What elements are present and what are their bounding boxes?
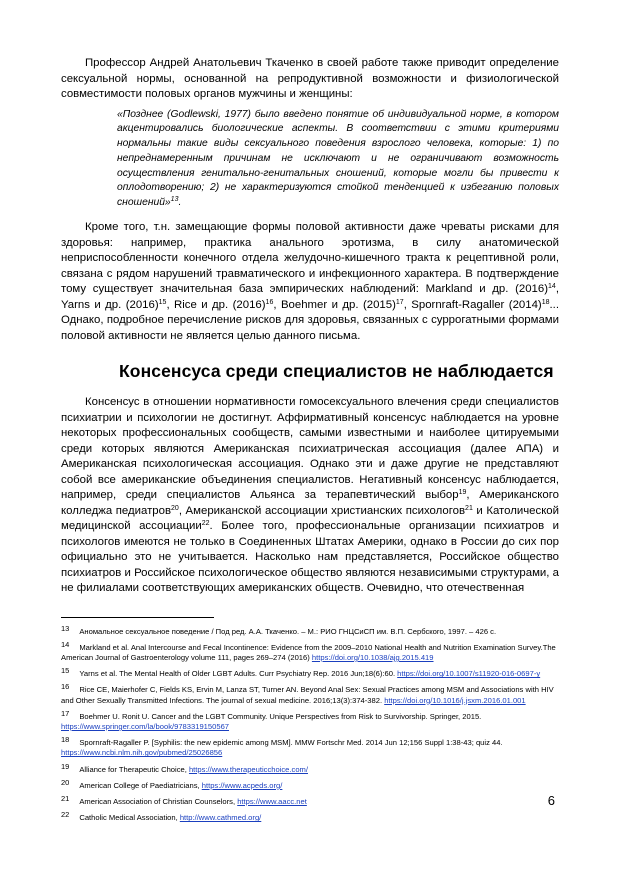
footnote-number: 20	[61, 777, 70, 787]
footnote-link[interactable]: https://www.acpeds.org/	[201, 780, 283, 790]
footnote-number: 17	[61, 708, 70, 718]
footnote-number: 15	[61, 666, 70, 676]
text-run: , Rice и др. (2016)	[166, 298, 266, 311]
footnote-link[interactable]: http://www.cathmed.org/	[179, 813, 262, 823]
footnote-text: Аномальное сексуальное поведение / Под ред. А.А. Ткаченко. – М.: РИО ГНЦСиСП им. В.П. Сербского, 1997. – 426 с.	[79, 626, 497, 636]
footnote-ref-21[interactable]: 21	[465, 504, 473, 512]
footnote-ref-15[interactable]: 15	[158, 298, 167, 306]
footnote-number: 22	[61, 810, 70, 820]
footnote-link[interactable]: https://doi.org/10.1038/ajg.2015.419	[311, 652, 434, 662]
footnote-text: Rice CE, Maierhofer C, Fields KS, Ervin M, Lanza ST, Turner AN. Beyond Anal Sex: Sexual Practices among MSM and Associations with HIV and Other Sexually Transmitted Infections. The journal of sexual medicine. 2016;13(3):374-382.	[61, 685, 554, 705]
footnote	[61, 682, 559, 705]
footnote-ref-22[interactable]: 22	[201, 520, 210, 528]
footnote-number: 21	[61, 794, 70, 804]
text-run: Кроме того, т.н. замещающие формы половой активности даже чреваты рисками для здоровья: например, практика анального эротизма, в силу анатомической неприспособленности конечного отдела желудочно-кишечного тракта к рецептивной роли, связана с рядом нарушений травматического и инфекционного характера. В подтверждение тому существует значительная база эмпирических наблюдений: Markland и др. (2016)	[61, 221, 559, 296]
footnote-text: Markland et al. Anal Intercourse and Fecal Incontinence: Evidence from the 2009–2010 National Health and Nutrition Examination Survey.The American Journal of Gastroenterology volume 111, pages 269–274 (2016)	[61, 642, 556, 662]
footnote-text: Yarns et al. The Mental Health of Older LGBT Adults. Curr Psychiatry Rep. 2016 Jun;18(6):60.	[79, 669, 398, 679]
footnote	[61, 709, 559, 732]
text-run: Консенсус в отношении нормативности гомосексуального влечения среди специалистов психиатрии и психологии не достигнут. Аффирмативный консенсус наблюдается на уровне некоторых профессиональных сообществ, самыми известными и наиболее цитируемыми среди которых являются Американская психиатрическая ассоциация (далее АПА) и Американская психологическая ассоциация. Однако эти и даже другие не представляют собой все американские объединения специалистов. Негативный консенсус наблюдается, например, среди специалистов Альянса за терапевтический выбор	[61, 396, 559, 502]
footnote-ref-14[interactable]: 14	[548, 283, 556, 291]
footnote-text: Spornraft-Ragaller P. [Syphilis: the new epidemic among MSM]. MMW Fortschr Med. 2014 Jun 12;156 Suppl 1:38-43; quiz 44.	[79, 738, 503, 748]
block-quote: «Позднее (Godlewski, 1977) было введено понятие об индивидуальной норме, в котором акцентировались биологические аспекты. В соответствии с этими критериями нормальны такие виды сексуального поведения взрослого человека, которые: 1) по непреднамеренным причинам не исключают и не ограничивают возможность осуществления генитально-генитальных сношений, которые могли бы привести к оплодотворению; 2) не характеризуются стойкой тенденцией к избеганию половых сношений»$^{13}$.	[117, 108, 559, 209]
footnote-number: 13	[61, 623, 70, 633]
document-page	[61, 56, 559, 826]
footnote-ref-17[interactable]: 17	[395, 298, 404, 306]
footnote-ref-19[interactable]: 19	[458, 489, 467, 497]
footnote-link[interactable]: https://doi.org/10.1007/s11920-016-0697-y	[397, 669, 541, 679]
text-run: , Yarns и др. (2016)	[61, 283, 559, 311]
footnote	[61, 624, 559, 637]
footnote	[61, 735, 559, 758]
footnote-link[interactable]: https://doi.org/10.1016/j.jsxm.2016.01.001	[384, 695, 526, 705]
text-run: , Американской ассоциации христианских психологов	[178, 504, 466, 517]
footnote-number: 18	[61, 735, 70, 745]
footnote-link[interactable]: https://www.aacc.net	[237, 797, 307, 807]
footnote	[61, 666, 559, 679]
footnote-ref-16[interactable]: 16	[265, 298, 274, 306]
footnote-number: 14	[61, 639, 70, 649]
footnote	[61, 640, 559, 663]
paragraph-risks	[61, 220, 559, 344]
text-run: , Boehmer и др. (2015)	[273, 298, 396, 311]
footnote-text: American College of Paediatricians,	[79, 780, 202, 790]
footnote-link[interactable]: https://www.therapeuticchoice.com/	[188, 764, 308, 774]
footnote-ref-13[interactable]: 13	[170, 196, 179, 204]
footnote-text: Catholic Medical Association,	[79, 813, 180, 823]
footnote	[61, 794, 559, 807]
footnote	[61, 778, 559, 791]
text-run: . Более того, профессиональные организации психиатров и психологов имеются не только в Соединенных Штатах Америки, однако в России до сих пор официально это не учитывается. Насколько нам представляется, Российское общество психиатров и Российское психологическое общество являются независимыми структурами, а не филиалами соответствующих американских обществ. Очевидно, что отечественная	[61, 520, 559, 595]
text-run: и Католической медицинской ассоциации	[61, 504, 560, 533]
footnote-link[interactable]: https://www.springer.com/la/book/9783319150567	[61, 722, 230, 731]
footnote-ref-18[interactable]: 18	[541, 298, 550, 306]
footnote	[61, 810, 559, 823]
footnote-ref-20[interactable]: 20	[171, 504, 179, 512]
footnotes	[61, 624, 559, 824]
footnote-text: Boehmer U. Ronit U. Cancer and the LGBT Community. Unique Perspectives from Risk to Survivorship. Springer, 2015.	[79, 711, 482, 721]
text-run: , Spornraft-Ragaller (2014)	[403, 298, 542, 311]
text-run: ... Однако, подробное перечисление рисков для здоровья, связанных с суррогатными формами половой активности не является целью данного письма.	[61, 298, 559, 342]
footnote-text: American Association of Christian Counselors,	[79, 797, 238, 807]
footnote-text: Alliance for Therapeutic Choice,	[79, 764, 189, 774]
footnote	[61, 762, 559, 775]
footnote-separator	[61, 617, 214, 618]
paragraph-consensus	[61, 395, 559, 597]
section-heading: Консенсуса среди специалистов не наблюдается	[119, 361, 554, 382]
page-number: 6	[547, 793, 555, 808]
text-run: , Американского колледжа педиатров	[61, 489, 559, 517]
footnote-number: 16	[61, 682, 70, 692]
footnote-link[interactable]: https://www.ncbi.nlm.nih.gov/pubmed/25026856	[61, 748, 223, 758]
footnote-number: 19	[61, 761, 70, 771]
quote-text: «Позднее (Godlewski, 1977) было введено понятие об индивидуальной норме, в котором акцентировались биологические аспекты. В соответствии с этими критериями нормальны такие виды сексуального поведения взрослого человека, которые: 1) по непреднамеренным причинам не исключают и не ограничивают возможность осуществления генитально-генитальных сношений, которые могли бы привести к оплодотворению; 2) не характеризуются стойкой тенденцией к избеганию половых сношений»	[117, 108, 559, 209]
paragraph-intro: Профессор Андрей Анатольевич Ткаченко в своей работе также приводит определение сексуальной нормы, основанной на репродуктивной возможности и физиологической совместимости половых органов мужчины и женщины:	[61, 57, 559, 100]
